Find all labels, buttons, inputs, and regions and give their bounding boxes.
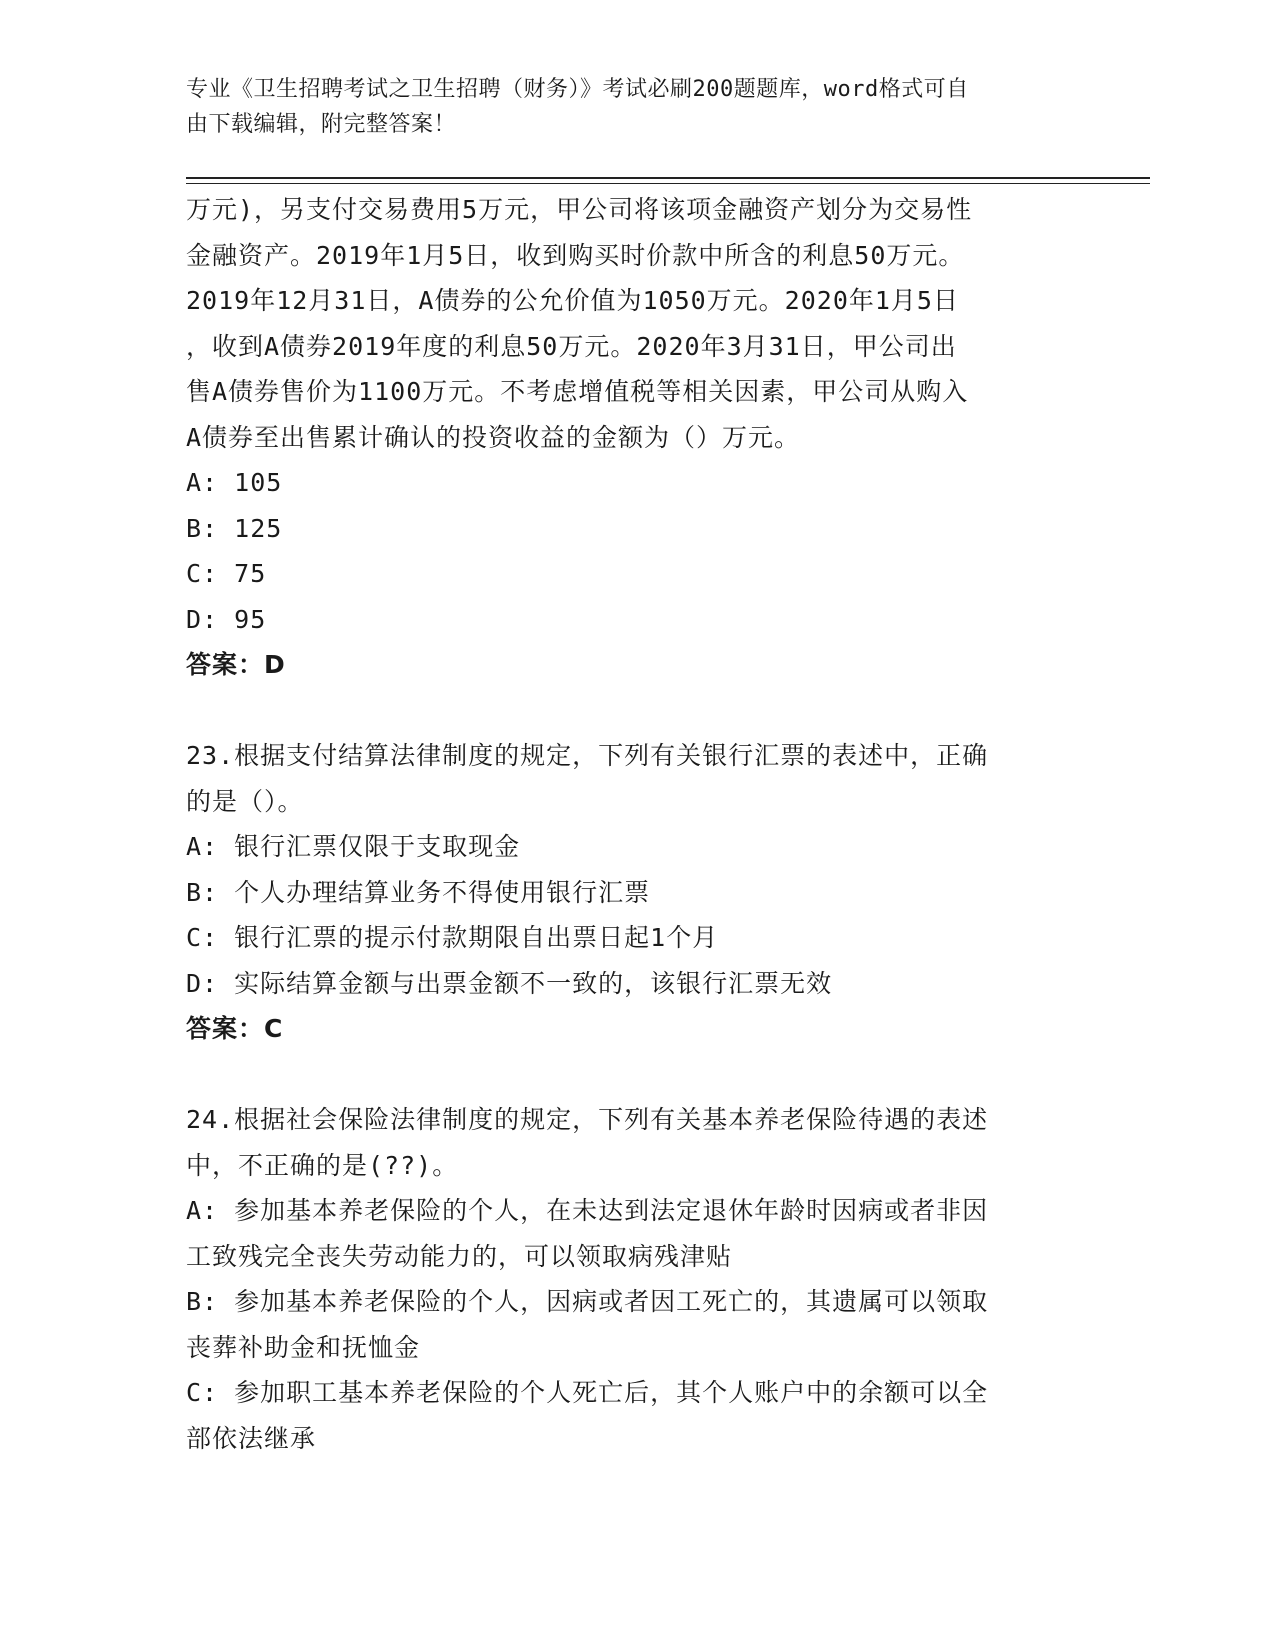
- question-stem-line: 的是（）。: [186, 786, 304, 816]
- header-divider-thin: [186, 183, 1150, 184]
- question-spacer: [186, 688, 1086, 734]
- option-a: A: 105: [186, 468, 283, 497]
- option-b: B: 参加基本养老保险的个人，因病或者因工死亡的，其遗属可以领取: [186, 1287, 989, 1316]
- question-stem-line: 售A债券售价为1100万元。不考虑增值税等相关因素，甲公司从购入: [186, 377, 969, 406]
- option-b: B: 个人办理结算业务不得使用银行汇票: [186, 877, 651, 907]
- option-c: C: 银行汇票的提示付款期限自出票日起1个月: [186, 923, 719, 952]
- option-c: C: 75: [186, 559, 267, 588]
- question-list: [186, 187, 1086, 1461]
- question-stem-line: ，收到A债券2019年度的利息50万元。2020年3月31日，甲公司出: [186, 331, 957, 361]
- option-a-continued: 工致残完全丧失劳动能力的，可以领取病残津贴: [186, 1241, 733, 1271]
- question-23: [186, 733, 1086, 1052]
- header-divider-thick: [186, 177, 1150, 179]
- question-22: [186, 187, 1086, 688]
- question-stem-line: A债券至出售累计确认的投资收益的金额为（）万元。: [186, 422, 801, 452]
- question-stem-line: 金融资产。2019年1月5日，收到购买时价款中所含的利息50万元。: [186, 240, 965, 270]
- question-stem-line: 24.根据社会保险法律制度的规定，下列有关基本养老保险待遇的表述: [186, 1105, 989, 1134]
- question-stem-line: 中，不正确的是(??)。: [186, 1150, 459, 1180]
- question-stem-line: 23.根据支付结算法律制度的规定，下列有关银行汇票的表述中，正确: [186, 741, 989, 770]
- option-c-continued: 部依法继承: [186, 1423, 317, 1453]
- question-stem-line: 万元)，另支付交易费用5万元，甲公司将该项金融资产划分为交易性: [186, 195, 973, 224]
- page-header: [186, 72, 1066, 142]
- option-b-continued: 丧葬补助金和抚恤金: [186, 1332, 421, 1362]
- answer-label: 答案：C: [186, 1014, 284, 1043]
- question-24: [186, 1097, 1086, 1461]
- question-stem-line: 2019年12月31日，A债券的公允价值为1050万元。2020年1月5日: [186, 286, 959, 315]
- header-line-1: 专业《卫生招聘考试之卫生招聘（财务）》考试必刷200题题库，word格式可自: [186, 77, 969, 102]
- option-a: A: 银行汇票仅限于支取现金: [186, 832, 521, 861]
- option-c: C: 参加职工基本养老保险的个人死亡后，其个人账户中的余额可以全: [186, 1378, 989, 1407]
- option-d: D: 95: [186, 604, 267, 634]
- option-a: A: 参加基本养老保险的个人，在未达到法定退休年龄时因病或者非因: [186, 1196, 989, 1225]
- question-spacer: [186, 1052, 1086, 1098]
- header-line-2: 由下载编辑，附完整答案！: [186, 112, 457, 137]
- option-d: D: 实际结算金额与出票金额不一致的，该银行汇票无效: [186, 968, 833, 998]
- answer-label: 答案：D: [186, 650, 286, 679]
- option-b: B: 125: [186, 513, 283, 543]
